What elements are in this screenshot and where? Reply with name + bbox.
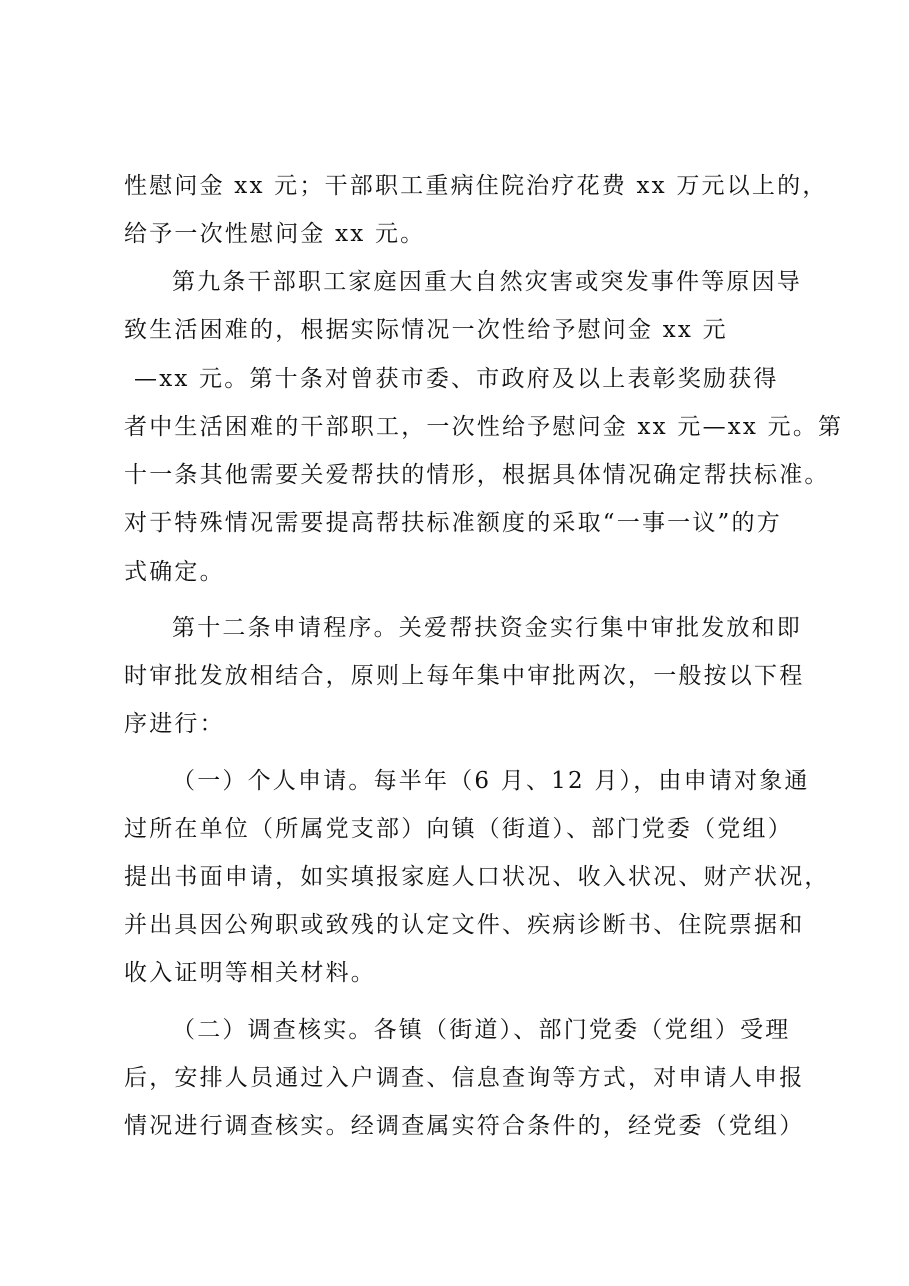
text-line: 给予一次性慰问金 xx 元。 <box>124 221 426 247</box>
paragraph-start-line: 第九条干部职工家庭因重大自然灾害或突发事件等原因导 <box>172 269 802 295</box>
text-line: 收入证明等相关材料。 <box>124 960 376 986</box>
text-line: 者中生活困难的干部职工，一次性给予慰问金 xx 元—xx 元。第 <box>124 414 844 440</box>
paragraph-start-line: （一）个人申请。每半年（6 月、12 月），由申请对象通 <box>172 768 810 794</box>
paragraph-start-line: 第十二条申请程序。关爱帮扶资金实行集中审批发放和即 <box>172 615 802 641</box>
text-line: 性慰问金 xx 元；干部职工重病住院治疗花费 xx 万元以上的， <box>124 173 828 199</box>
text-line: 过所在单位（所属党支部）向镇（街道）、部门党委（党组） <box>124 816 793 842</box>
text-line: 序进行： <box>124 711 225 737</box>
text-line: 致生活困难的，根据实际情况一次性给予慰问金 xx 元 <box>124 317 728 343</box>
text-line: 并出具因公殉职或致残的认定文件、疾病诊断书、住院票据和 <box>124 912 805 938</box>
text-line: 提出书面申请，如实填报家庭人口状况、收入状况、财产状况， <box>124 864 830 890</box>
text-line: —xx 元。第十条对曾获市委、市政府及以上表彰奖励获得 <box>134 366 779 392</box>
text-line: 对于特殊情况需要提高帮扶标准额度的采取“一事一议”的方 <box>124 510 782 536</box>
text-line: 后，安排人员通过入户调查、信息查询等方式，对申请人申报 <box>124 1065 805 1091</box>
text-line: 十一条其他需要关爱帮扶的情形，根据具体情况确定帮扶标准。 <box>124 462 830 488</box>
text-line: 情况进行调查核实。经调查属实符合条件的，经党委（党组） <box>124 1113 805 1139</box>
text-line: 时审批发放相结合，原则上每年集中审批两次，一般按以下程 <box>124 663 805 689</box>
text-line: 式确定。 <box>124 559 225 585</box>
paragraph-start-line: （二）调查核实。各镇（街道）、部门党委（党组）受理 <box>172 1017 791 1043</box>
